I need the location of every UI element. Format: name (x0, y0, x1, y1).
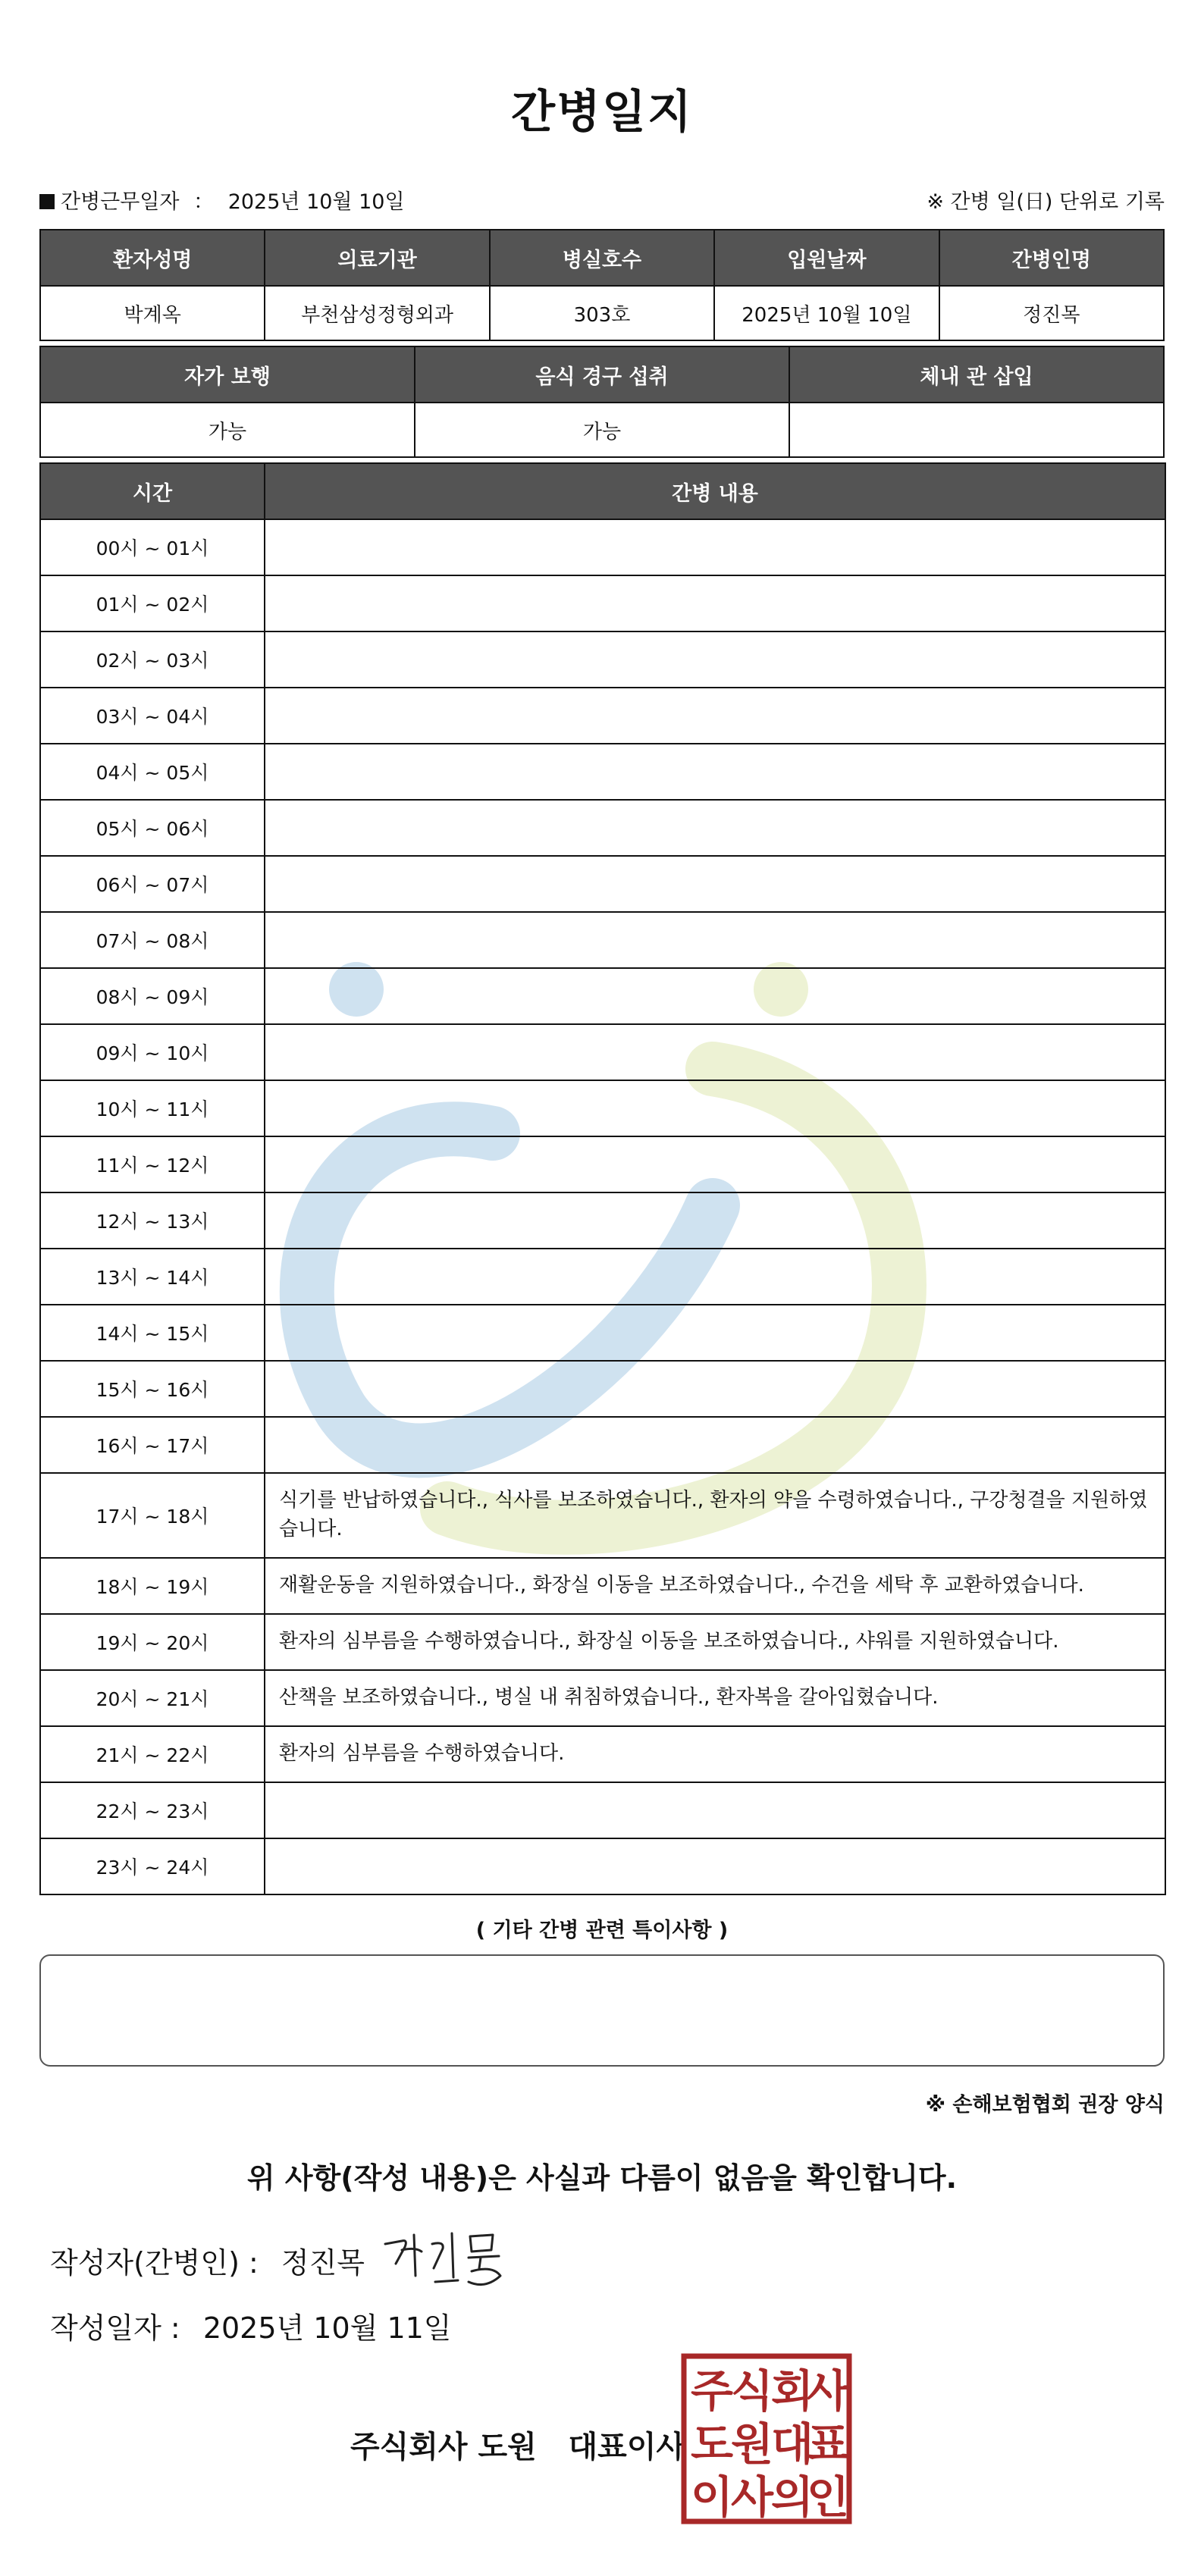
svg-text:의: 의 (770, 2471, 814, 2523)
header-hospital: 의료기관 (265, 230, 489, 286)
writer-line (50, 2239, 365, 2281)
care-content (265, 968, 1165, 1024)
care-content (265, 519, 1165, 575)
header-caregiver-name: 간병인명 (939, 230, 1164, 286)
header-tube-insertion: 체내 관 삽입 (789, 346, 1164, 403)
time-slot: 23시 ~ 24시 (40, 1838, 265, 1894)
table-row (40, 856, 1165, 912)
table-row (40, 1192, 1165, 1249)
table-row (40, 1417, 1165, 1473)
time-slot: 07시 ~ 08시 (40, 912, 265, 968)
time-slot: 17시 ~ 18시 (40, 1473, 265, 1558)
time-slot: 11시 ~ 12시 (40, 1136, 265, 1192)
header-time: 시간 (40, 463, 265, 519)
table-row (40, 968, 1165, 1024)
company-representative: 주식회사 도원 대표이사 (350, 2430, 686, 2465)
written-date-line (50, 2305, 452, 2346)
time-slot: 16시 ~ 17시 (40, 1417, 265, 1473)
care-content (265, 1080, 1165, 1136)
table-row (40, 1670, 1165, 1726)
header-patient-name: 환자성명 (40, 230, 265, 286)
time-slot: 13시 ~ 14시 (40, 1249, 265, 1305)
care-content: 환자의 심부름을 수행하였습니다., 화장실 이동을 보조하였습니다., 샤워를 지원하였습니다. (265, 1614, 1165, 1670)
care-content (265, 1361, 1165, 1417)
table-row (40, 1726, 1165, 1782)
care-content (265, 1838, 1165, 1894)
table-row (40, 1361, 1165, 1417)
time-slot: 04시 ~ 05시 (40, 744, 265, 800)
time-slot: 06시 ~ 07시 (40, 856, 265, 912)
patient-ability-table (39, 346, 1165, 458)
admission-date: 2025년 10월 10일 (714, 286, 939, 340)
table-row (40, 744, 1165, 800)
care-content (265, 800, 1165, 856)
time-slot: 14시 ~ 15시 (40, 1305, 265, 1361)
page-title: 간병일지 (511, 86, 693, 139)
table-row (40, 1249, 1165, 1305)
care-content (265, 856, 1165, 912)
time-slot: 10시 ~ 11시 (40, 1080, 265, 1136)
time-slot: 08시 ~ 09시 (40, 968, 265, 1024)
svg-text:주: 주 (690, 2365, 734, 2417)
care-content (265, 1192, 1165, 1249)
svg-text:사: 사 (806, 2365, 850, 2417)
written-date-label: 작성일자 : (50, 2311, 180, 2345)
care-content (265, 688, 1165, 744)
svg-text:이: 이 (690, 2471, 734, 2523)
header-self-walking: 자가 보행 (40, 346, 415, 403)
work-date-row (39, 185, 1165, 218)
writer-label: 작성자(간병인) : (50, 2246, 259, 2280)
care-content (265, 1249, 1165, 1305)
table-row (40, 912, 1165, 968)
remarks-box (39, 1954, 1165, 2067)
hospital-name: 부천삼성정형외과 (265, 286, 489, 340)
handwritten-signature (379, 2221, 531, 2297)
company-seal-stamp (681, 2353, 852, 2524)
table-row (40, 800, 1165, 856)
table-row (40, 1136, 1165, 1192)
svg-text:사: 사 (730, 2471, 774, 2523)
patient-info-table (39, 229, 1165, 341)
care-content (265, 744, 1165, 800)
oral-intake-value: 가능 (415, 403, 789, 457)
care-content: 산책을 보조하였습니다., 병실 내 취침하였습니다., 환자복을 갈아입혔습니다. (265, 1670, 1165, 1726)
care-content (265, 1417, 1165, 1473)
room-number: 303호 (490, 286, 714, 340)
confirmation-statement: 위 사항(작성 내용)은 사실과 다름이 없음을 확인합니다. (246, 2161, 958, 2195)
table-row (40, 631, 1165, 688)
caregiver-name: 정진목 (939, 286, 1164, 340)
tube-insertion-value (789, 403, 1164, 457)
work-date (39, 185, 405, 215)
daily-record-note: ※ 간병 일(日) 단위로 기록 (927, 190, 1165, 214)
table-row (40, 1838, 1165, 1894)
table-row (40, 1305, 1165, 1361)
time-slot: 09시 ~ 10시 (40, 1024, 265, 1080)
header-admission-date: 입원날짜 (714, 230, 939, 286)
table-row (40, 1473, 1165, 1558)
care-content (265, 1136, 1165, 1192)
work-date-value: 2025년 10월 10일 (227, 190, 405, 214)
self-walking-value: 가능 (40, 403, 415, 457)
svg-text:회: 회 (770, 2365, 814, 2417)
table-row (40, 688, 1165, 744)
care-content (265, 1305, 1165, 1361)
care-content (265, 1024, 1165, 1080)
svg-text:도: 도 (690, 2418, 734, 2470)
time-slot: 05시 ~ 06시 (40, 800, 265, 856)
time-slot: 12시 ~ 13시 (40, 1192, 265, 1249)
header-oral-intake: 음식 경구 섭취 (415, 346, 789, 403)
time-slot: 19시 ~ 20시 (40, 1614, 265, 1670)
table-row (40, 1080, 1165, 1136)
care-content (265, 1782, 1165, 1838)
table-row (40, 1614, 1165, 1670)
time-slot: 03시 ~ 04시 (40, 688, 265, 744)
svg-text:대: 대 (770, 2418, 814, 2470)
square-bullet-icon (39, 194, 55, 209)
svg-text:표: 표 (806, 2418, 850, 2470)
time-slot: 20시 ~ 21시 (40, 1670, 265, 1726)
care-content (265, 575, 1165, 631)
svg-text:식: 식 (730, 2365, 774, 2417)
care-content (265, 631, 1165, 688)
care-content (265, 912, 1165, 968)
svg-text:인: 인 (806, 2471, 850, 2523)
care-content: 식기를 반납하였습니다., 식사를 보조하였습니다., 환자의 약을 수령하였습니다., 구강청결을 지원하였습니다. (265, 1473, 1165, 1558)
care-log-table (39, 462, 1166, 1895)
table-row (40, 1782, 1165, 1838)
header-room: 병실호수 (490, 230, 714, 286)
patient-name: 박계옥 (40, 286, 265, 340)
remarks-title: ( 기타 간병 관련 특이사항 ) (475, 1919, 729, 1942)
time-slot: 15시 ~ 16시 (40, 1361, 265, 1417)
time-slot: 02시 ~ 03시 (40, 631, 265, 688)
table-row (40, 1024, 1165, 1080)
table-row (40, 1558, 1165, 1614)
writer-name: 정진목 (281, 2246, 365, 2280)
time-slot: 01시 ~ 02시 (40, 575, 265, 631)
time-slot: 00시 ~ 01시 (40, 519, 265, 575)
recommendation-note: ※ 손해보험협회 권장 양식 (925, 2093, 1165, 2117)
table-row (40, 575, 1165, 631)
time-slot: 18시 ~ 19시 (40, 1558, 265, 1614)
care-content: 환자의 심부름을 수행하였습니다. (265, 1726, 1165, 1782)
svg-text:원: 원 (730, 2418, 774, 2470)
table-row (40, 519, 1165, 575)
written-date-value: 2025년 10월 11일 (202, 2311, 452, 2345)
time-slot: 22시 ~ 23시 (40, 1782, 265, 1838)
work-date-label: 간병근무일자 (61, 190, 180, 214)
work-date-separator: ： (193, 190, 215, 214)
time-slot: 21시 ~ 22시 (40, 1726, 265, 1782)
header-care-content: 간병 내용 (265, 463, 1165, 519)
care-content: 재활운동을 지원하였습니다., 화장실 이동을 보조하였습니다., 수건을 세탁 후 교환하였습니다. (265, 1558, 1165, 1614)
